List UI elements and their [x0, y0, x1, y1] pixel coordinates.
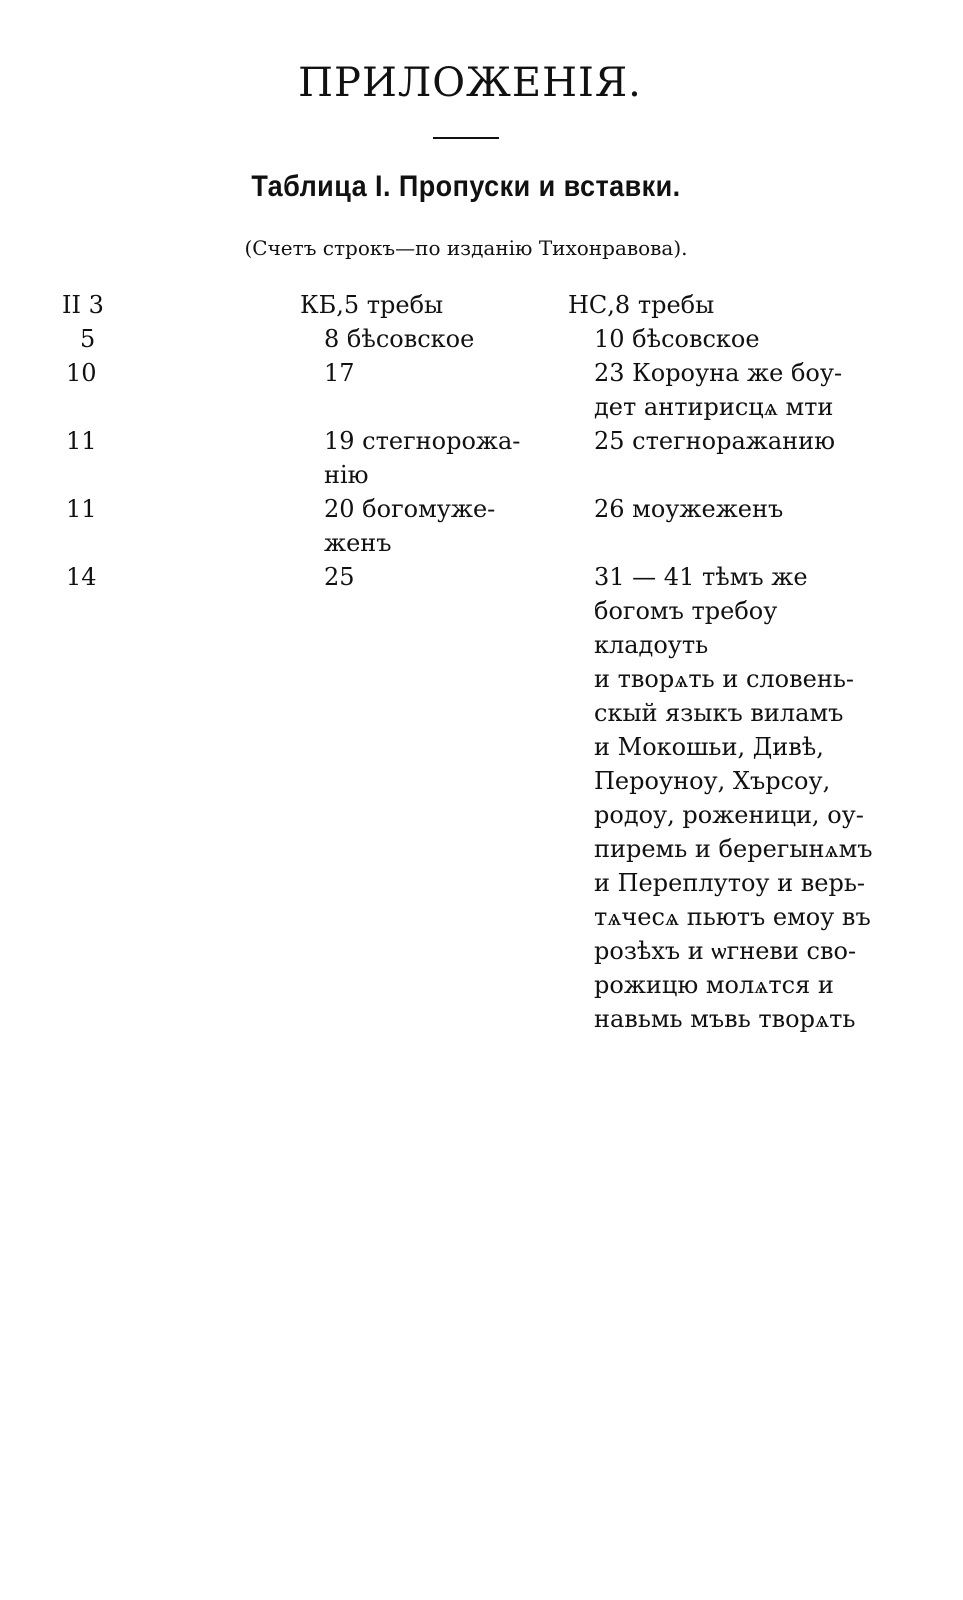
title-rule [433, 137, 499, 139]
line-number: 14 [66, 563, 97, 591]
kb-entry: КБ,5 требы [300, 291, 444, 319]
kb-entry: 19 стегнорожа- нію [324, 427, 521, 489]
ns-entry: 25 стегноражанию [594, 427, 836, 455]
ns-entry: 10 бѣсовское [594, 325, 760, 353]
ns-entry: НС,8 требы [568, 291, 715, 319]
ns-entry: 23 Короуна же боу- дет антирисцѧ мти [594, 359, 843, 421]
counting-note: (Счетъ строкъ—по изданію Тихонравова). [244, 236, 688, 260]
line-number: 11 [66, 427, 97, 455]
line-number: 5 [80, 325, 96, 353]
kb-entry: 8 бѣсовское [324, 325, 475, 353]
line-number: 10 [66, 359, 97, 387]
table-heading: Таблица I. Пропуски и вставки. [251, 170, 681, 203]
kb-entry: 20 богомуже- женъ [324, 495, 496, 557]
ns-entry: 26 моужеженъ [594, 495, 784, 523]
ns-entry: 31 — 41 тѣмъ же богомъ требоу кладоуть и творѧть и словень- скый языкъ виламъ и Мокошьи, Дивѣ, Пероуноу, Хърсоу, родоу, роженици, оу- пиремь и берегынѧмъ и Переплутоу и верь- тѧчесѧ пьютъ емоу въ розѣхъ и ѡгневи сво- рожицю молѧтся и навьмь мъвь творѧть [594, 563, 873, 1033]
line-number: II 3 [62, 291, 104, 319]
kb-entry: 17 [324, 359, 355, 387]
page-title: ПРИЛОЖЕНІЯ. [298, 60, 642, 106]
line-number: 11 [66, 495, 97, 523]
kb-entry: 25 [324, 563, 355, 591]
